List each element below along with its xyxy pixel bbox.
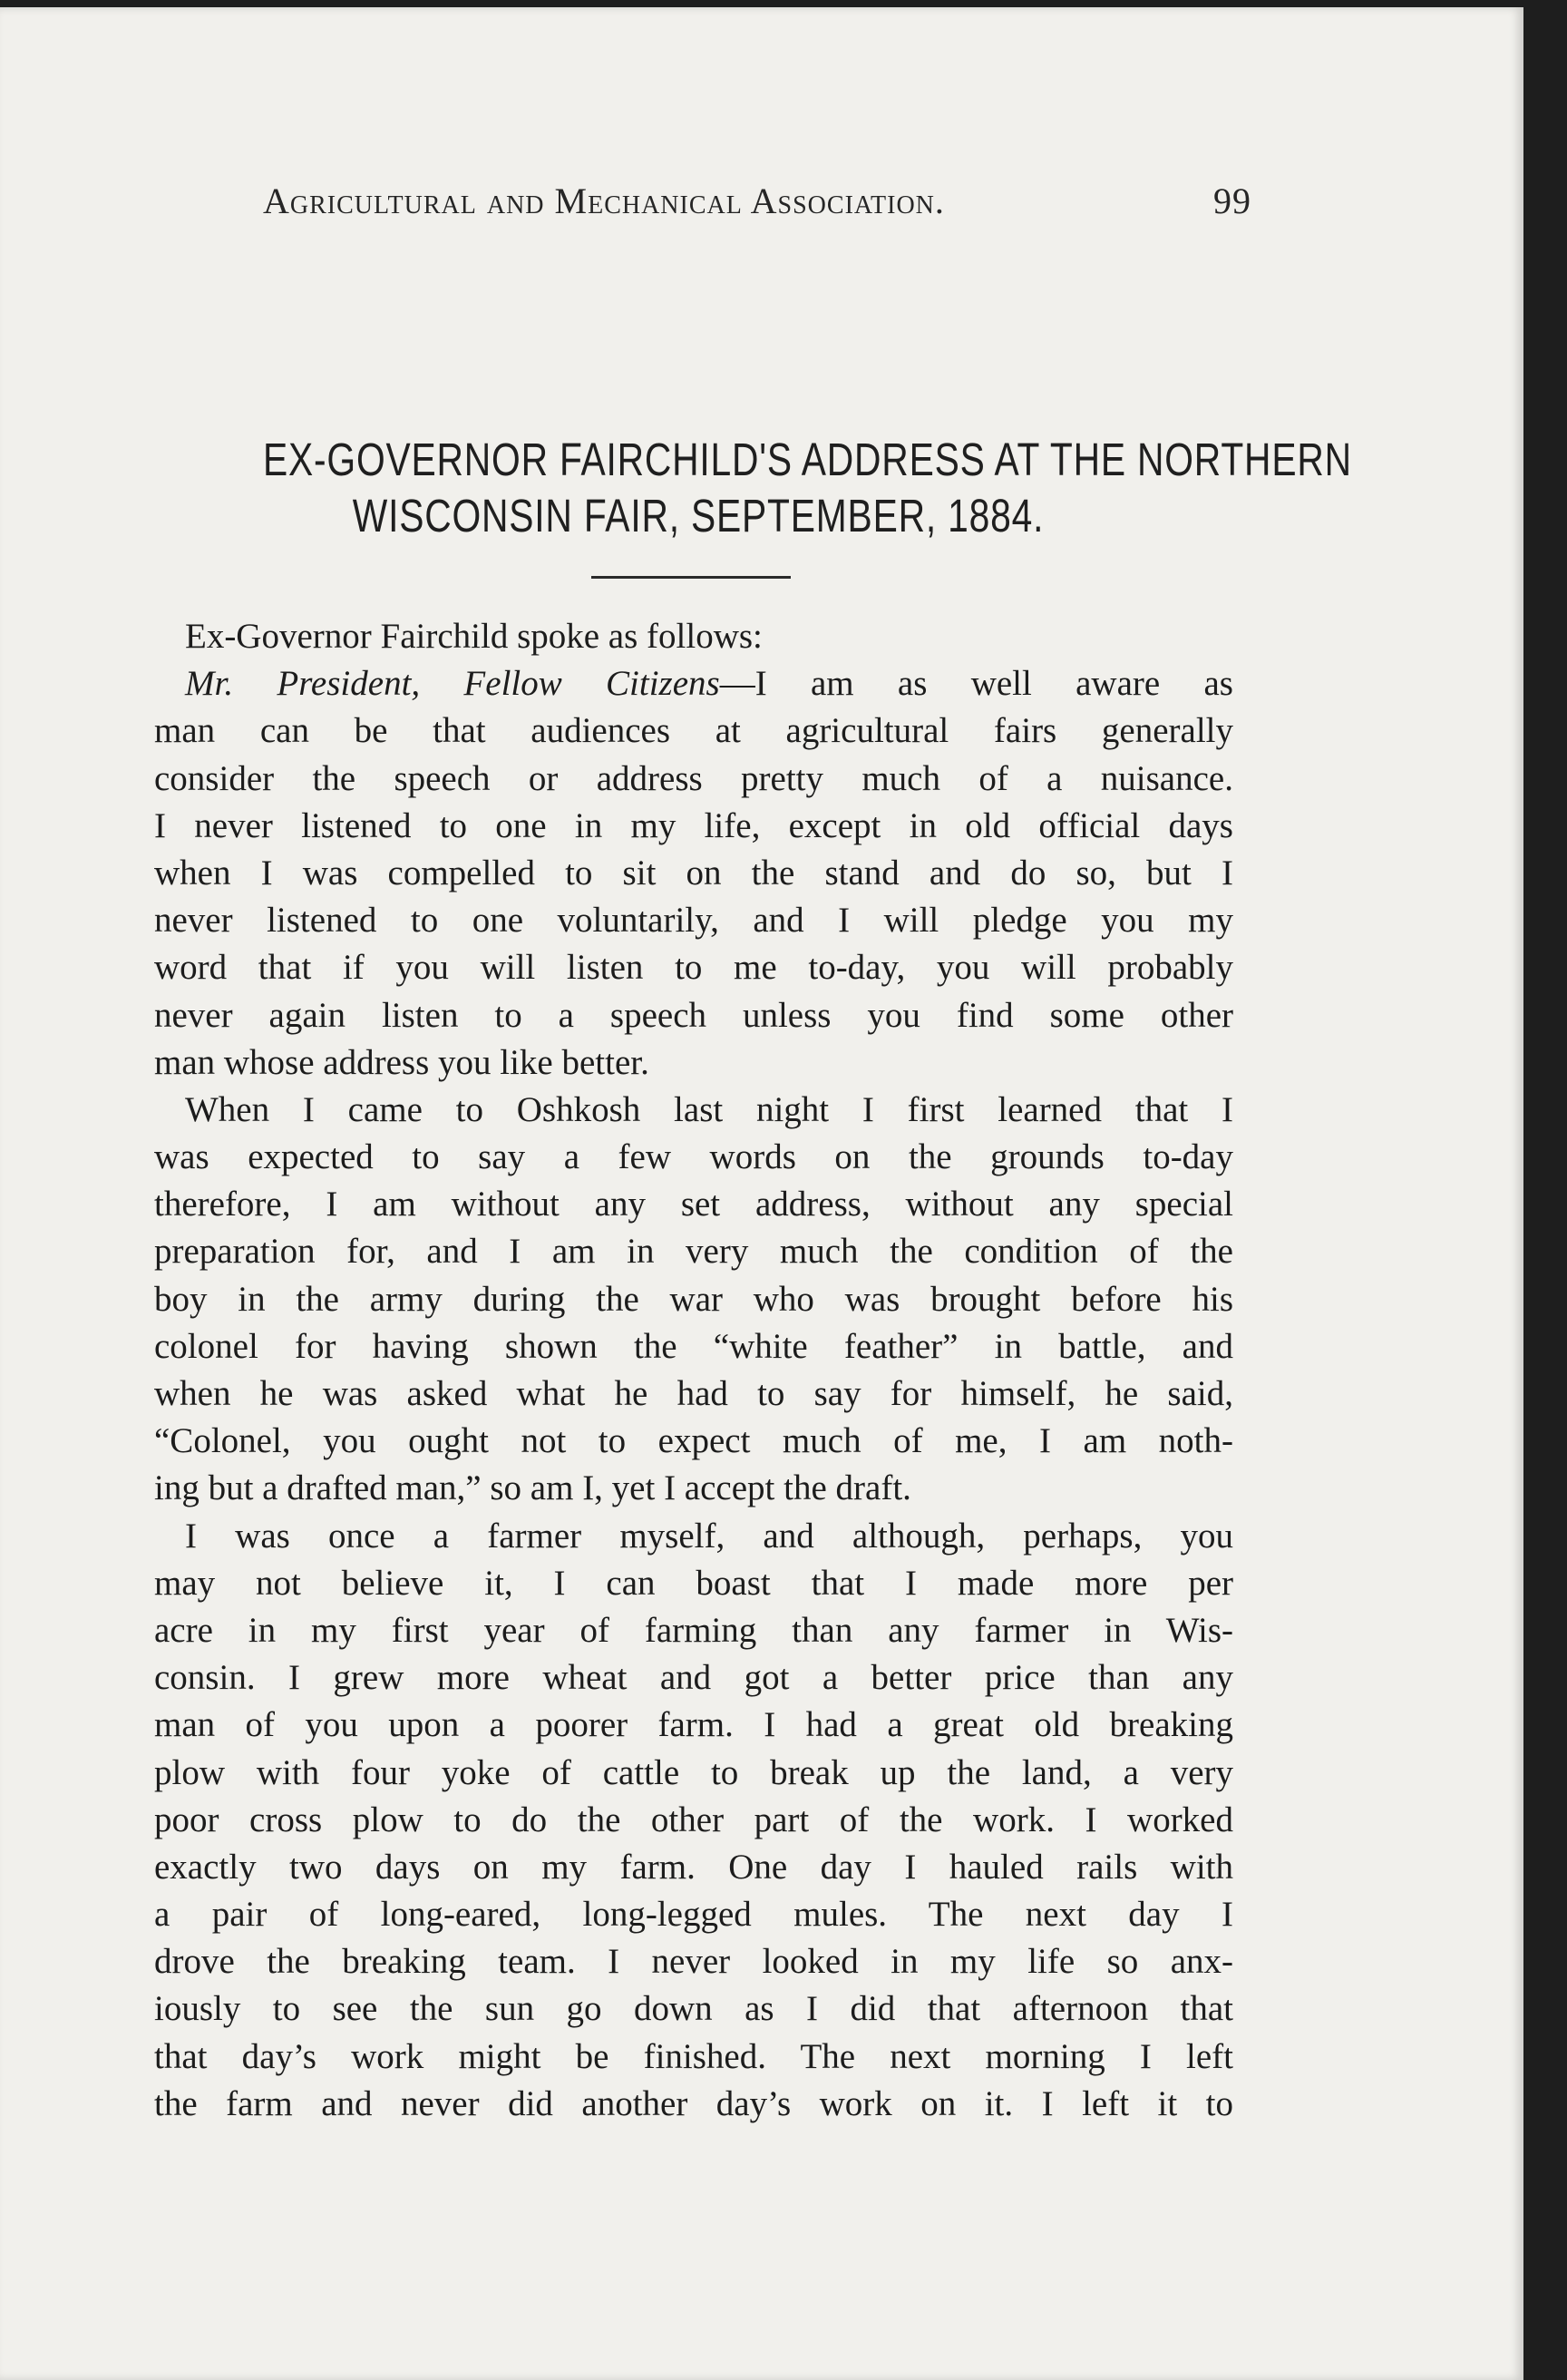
- book-page: [0, 7, 1523, 2380]
- running-head: [263, 180, 1251, 234]
- headline-line-1: EX-GOVERNOR FAIRCHILD'S ADDRESS AT THE NORTHERN: [263, 434, 1352, 485]
- running-title: Agricultural and Mechanical Association.: [263, 180, 945, 221]
- text-line: that day’s work might be finished. The next morning I left: [154, 2036, 1233, 2076]
- text-line: never again listen to a speech unless you find some other: [154, 995, 1233, 1035]
- text-line: exactly two days on my farm. One day I hauled rails with: [154, 1847, 1233, 1887]
- article-headline: [263, 432, 1352, 544]
- text-line: a pair of long-eared, long-legged mules. The next day I: [154, 1895, 1233, 1935]
- text-line: When I came to Oshkosh last night I first learned that I: [185, 1089, 1233, 1129]
- headline-line-2: WISCONSIN FAIR, SEPTEMBER, 1884.: [352, 490, 1045, 541]
- salutation: Mr. President, Fellow Citizens: [185, 664, 720, 704]
- text-line: when he was asked what he had to say for himself, he said,: [154, 1374, 1233, 1413]
- page-number: 99: [1213, 180, 1251, 221]
- text-line: was expected to say a few words on the grounds to-day: [154, 1137, 1233, 1177]
- text-line: consider the speech or address pretty much of a nuisance.: [154, 758, 1233, 798]
- text-line: plow with four yoke of cattle to break up the land, a very: [154, 1752, 1233, 1792]
- text-line: drove the breaking team. I never looked in my life so anx-: [154, 1942, 1233, 1982]
- text-line: I was once a farmer myself, and although, perhaps, you: [185, 1516, 1233, 1556]
- intro-line: Ex-Governor Fairchild spoke as follows:: [185, 617, 763, 656]
- text-line: word that if you will listen to me to-day, you will probably: [154, 948, 1233, 988]
- text-line: consin. I grew more wheat and got a better price than any: [154, 1658, 1233, 1698]
- text-line: ing but a drafted man,” so am I, yet I accept the draft.: [154, 1468, 911, 1508]
- text-line: “Colonel, you ought not to expect much of me, I am noth-: [154, 1421, 1233, 1461]
- text-line: boy in the army during the war who was brought before his: [154, 1279, 1233, 1319]
- text-line: iously to see the sun go down as I did that afternoon that: [154, 1989, 1233, 2029]
- text-line: acre in my first year of farming than any farmer in Wis-: [154, 1610, 1233, 1650]
- text-line: man whose address you like better.: [154, 1042, 649, 1082]
- text-line: when I was compelled to sit on the stand and do so, but I: [154, 853, 1233, 892]
- salutation-line: [154, 660, 1233, 707]
- text-line: man can be that audiences at agricultural fairs generally: [154, 711, 1233, 751]
- text-line: therefore, I am without any set address, without any special: [154, 1185, 1233, 1224]
- text-line: may not believe it, I can boast that I made more per: [154, 1563, 1233, 1603]
- text-line: poor cross plow to do the other part of the work. I worked: [154, 1800, 1233, 1839]
- salutation-rest: —I am as well aware as: [719, 664, 1233, 704]
- text-line: the farm and never did another day’s work on it. I left it to: [154, 2083, 1233, 2123]
- section-rule: [591, 576, 791, 579]
- text-line: preparation for, and I am in very much the condition of the: [154, 1232, 1233, 1272]
- text-line: I never listened to one in my life, except in old official days: [154, 805, 1233, 845]
- text-line: never listened to one voluntarily, and I will pledge you my: [154, 901, 1233, 941]
- text-line: man of you upon a poorer farm. I had a great old breaking: [154, 1705, 1233, 1745]
- text-line: colonel for having shown the “white feather” in battle, and: [154, 1326, 1233, 1366]
- body-text: [154, 613, 1233, 2128]
